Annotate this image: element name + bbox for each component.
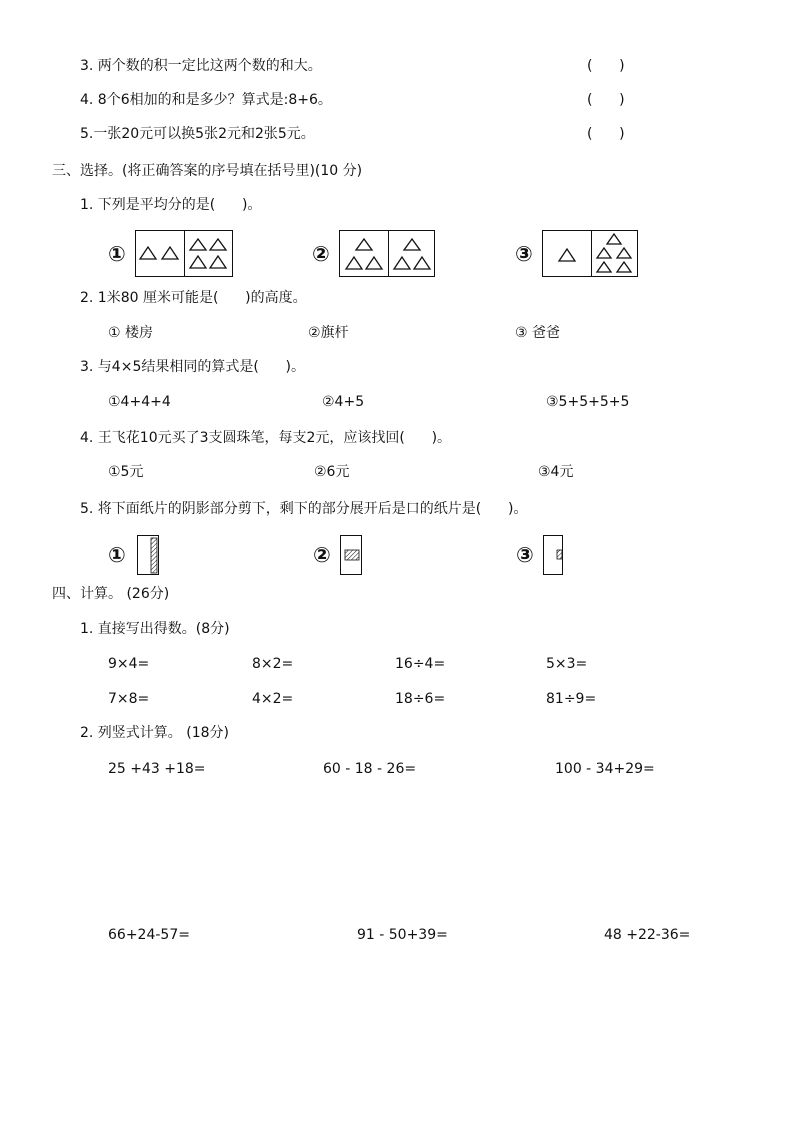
option-2-1[interactable]: ① 楼房 [108, 325, 154, 341]
option-4-2[interactable]: ②6元 [314, 464, 350, 480]
option-mark-2[interactable]: ② [313, 543, 331, 567]
direct-calc-item[interactable]: 5×3= [546, 656, 588, 672]
vertical-calc-item[interactable]: 25 +43 +18= [108, 761, 206, 777]
choice-question-4[interactable]: 4. 王飞花10元买了3支圆珠笔，每支2元，应该找回( )。 [80, 430, 452, 446]
vertical-calc-item[interactable]: 60 - 18 - 26= [323, 761, 417, 777]
direct-calc-item[interactable]: 18÷6= [395, 691, 446, 707]
shaded-strip-icon [138, 536, 160, 576]
vertical-calc-item[interactable]: 66+24-57= [108, 927, 190, 943]
vertical-calc-title: 2. 列竖式计算。 (18分) [80, 725, 229, 741]
direct-calc-title: 1. 直接写出得数。(8分) [80, 621, 230, 637]
paper-strip-3 [543, 535, 563, 575]
option-mark-3[interactable]: ③ [516, 543, 534, 567]
direct-calc-item[interactable]: 4×2= [252, 691, 294, 707]
answer-paren[interactable]: ( ) [587, 92, 625, 108]
vertical-calc-item[interactable]: 91 - 50+39= [357, 927, 448, 943]
option-mark-1[interactable]: ① [108, 242, 126, 266]
option-mark-1[interactable]: ① [108, 543, 126, 567]
direct-calc-item[interactable]: 7×8= [108, 691, 150, 707]
option-2-3[interactable]: ③ 爸爸 [515, 325, 561, 341]
section-heading-choice: 三、选择。(将正确答案的序号填在括号里)(10 分) [52, 163, 363, 179]
option-4-1[interactable]: ①5元 [108, 464, 144, 480]
paper-strip-2 [340, 535, 362, 575]
option-3-3[interactable]: ③5+5+5+5 [546, 394, 630, 410]
triangle-group-icon [136, 231, 234, 278]
figure-box-3 [542, 230, 638, 277]
vertical-calc-item[interactable]: 48 +22-36= [604, 927, 691, 943]
direct-calc-item[interactable]: 9×4= [108, 656, 150, 672]
shaded-edge-icon [544, 536, 564, 576]
choice-question-1[interactable]: 1. 下列是平均分的是( )。 [80, 197, 262, 213]
figure-box-2 [339, 230, 435, 277]
figure-box-1 [135, 230, 233, 277]
paper-strip-1 [137, 535, 159, 575]
answer-paren[interactable]: ( ) [587, 58, 625, 74]
triangle-group-icon [543, 231, 639, 278]
direct-calc-item[interactable]: 81÷9= [546, 691, 597, 707]
choice-question-3[interactable]: 3. 与4×5结果相同的算式是( )。 [80, 359, 305, 375]
direct-calc-item[interactable]: 16÷4= [395, 656, 446, 672]
direct-calc-item[interactable]: 8×2= [252, 656, 294, 672]
option-mark-3[interactable]: ③ [515, 242, 533, 266]
option-4-3[interactable]: ③4元 [538, 464, 574, 480]
vertical-calc-item[interactable]: 100 - 34+29= [555, 761, 655, 777]
choice-question-5[interactable]: 5. 将下面纸片的阴影部分剪下，剩下的部分展开后是口的纸片是( )。 [80, 501, 528, 517]
judge-item-4: 4. 8个6相加的和是多少？算式是:8+6。 [80, 92, 332, 108]
answer-paren[interactable]: ( ) [587, 126, 625, 142]
option-mark-2[interactable]: ② [312, 242, 330, 266]
option-2-2[interactable]: ②旗杆 [308, 325, 349, 341]
option-3-1[interactable]: ①4+4+4 [108, 394, 171, 410]
shaded-square-icon [341, 536, 363, 576]
triangle-group-icon [340, 231, 436, 278]
section-heading-calc: 四、计算。 (26分) [52, 586, 170, 602]
judge-item-5: 5.一张20元可以换5张2元和2张5元。 [80, 126, 315, 142]
judge-item-3: 3. 两个数的积一定比这两个数的和大。 [80, 58, 322, 74]
option-3-2[interactable]: ②4+5 [322, 394, 365, 410]
choice-question-2[interactable]: 2. 1米80 厘米可能是( )的高度。 [80, 290, 307, 306]
